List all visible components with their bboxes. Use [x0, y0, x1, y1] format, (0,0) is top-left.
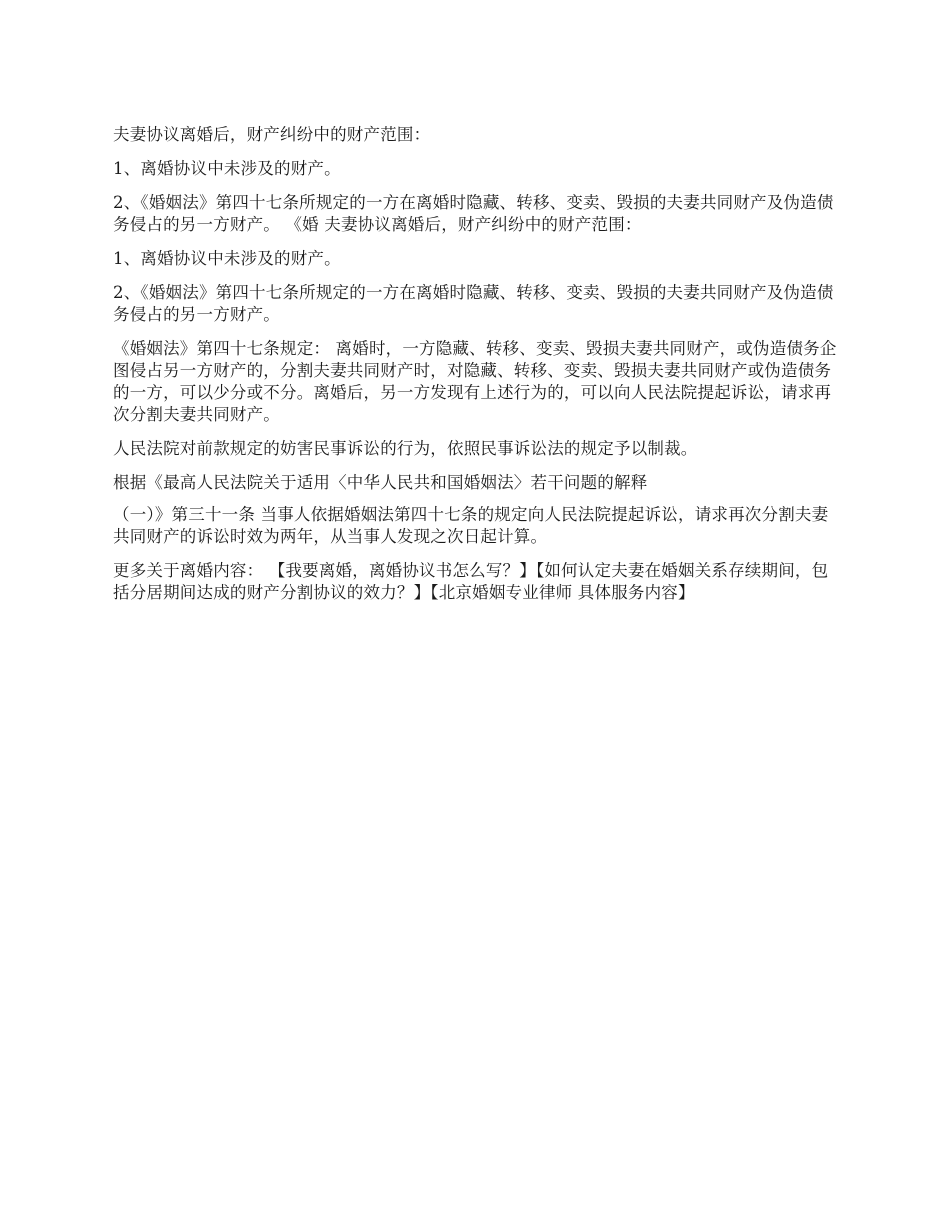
- paragraph-sanction: 人民法院对前款规定的妨害民事诉讼的行为，依照民事诉讼法的规定予以制裁。: [113, 439, 698, 458]
- document-body: [113, 124, 841, 616]
- paragraph-item-1: 1、离婚协议中未涉及的财产。: [113, 159, 341, 178]
- paragraph-item-1-repeat: 1、离婚协议中未涉及的财产。: [113, 249, 341, 268]
- paragraph-item-2-repeat: 2、《婚姻法》第四十七条所规定的一方在离婚时隐藏、转移、变卖、毁损的夫妻共同财产及伪造债务侵占的另一方财产。: [113, 283, 834, 324]
- paragraph-interpretation-title: 根据《最高人民法院关于适用〈中华人民共和国婚姻法〉若干问题的解释: [113, 473, 648, 492]
- paragraph-intro: 夫妻协议离婚后，财产纠纷中的财产范围：: [113, 125, 431, 144]
- paragraph-item-2: 2、《婚姻法》第四十七条所规定的一方在离婚时隐藏、转移、变卖、毁损的夫妻共同财产及伪造债务侵占的另一方财产。 《婚 夫妻协议离婚后，财产纠纷中的财产范围：: [113, 193, 834, 234]
- paragraph-article-47: 《婚姻法》第四十七条规定： 离婚时，一方隐藏、转移、变卖、毁损夫妻共同财产，或伪造债务企图侵占另一方财产的，分割夫妻共同财产时，对隐藏、转移、变卖、毁损夫妻共同财产或伪造债务的一方，可以少分或不分。离婚后，另一方发现有上述行为的，可以向人民法院提起诉讼，请求再次分割夫妻共同财产。: [113, 339, 837, 424]
- paragraph-more-links[interactable]: 更多关于离婚内容： 【我要离婚，离婚协议书怎么写？】【如何认定夫妻在婚姻关系存续期间，包括分居期间达成的财产分割协议的效力？】【北京婚姻专业律师 具体服务内容】: [113, 561, 829, 602]
- paragraph-article-31: （一）》第三十一条 当事人依据婚姻法第四十七条的规定向人民法院提起诉讼，请求再次分割夫妻共同财产的诉讼时效为两年，从当事人发现之次日起计算。: [113, 505, 829, 546]
